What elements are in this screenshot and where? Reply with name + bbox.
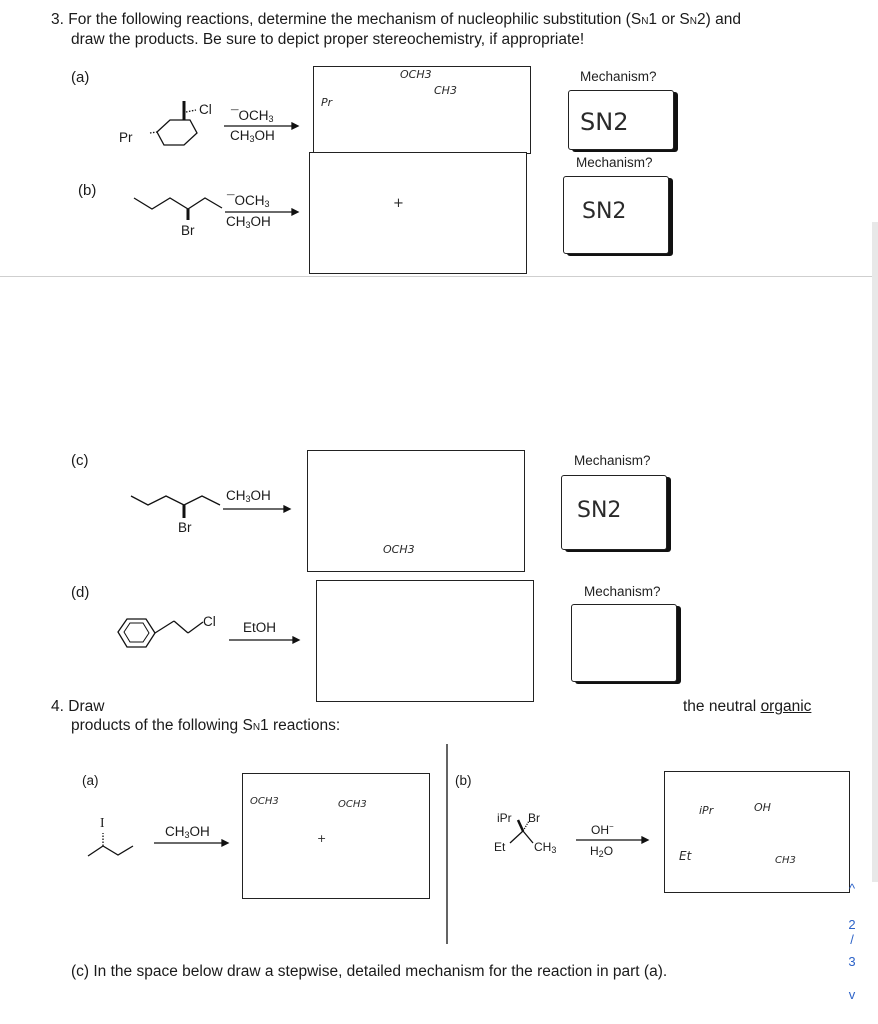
page-down-chevron-icon[interactable]: v: [848, 987, 856, 1002]
page-total: 3: [848, 954, 856, 969]
q4b-hand-ch3: CH3: [775, 855, 796, 866]
q4b-reagent-top: OH−: [591, 822, 614, 837]
q3-number: 3.: [51, 11, 64, 28]
d-mechanism-box[interactable]: [571, 604, 677, 682]
q3-text-line1: For the following reactions, determine the mechanism of nucleophilic substitution (S: [68, 11, 642, 28]
q4-line1: 4. Draw: [51, 698, 105, 715]
q4a-hand-och3-1: OCH3: [250, 796, 279, 807]
part-a-label: (a): [71, 69, 90, 86]
section-divider: [0, 276, 878, 277]
q4-line2: products of the following SN1 reactions:: [71, 717, 341, 734]
d-mechanism-label: Mechanism?: [584, 584, 661, 599]
q4b-ipr: iPr: [497, 811, 512, 825]
q4-organic-link[interactable]: organic: [760, 698, 812, 715]
d-answer-box[interactable]: [316, 580, 534, 702]
c-mechanism-answer: SN2: [577, 498, 622, 523]
q4a-substrate-i: I: [100, 815, 105, 830]
q4b-hand-oh: OH: [754, 801, 771, 814]
b-answer-box[interactable]: [309, 152, 527, 274]
q4b-reagent-bottom: $H_2O$: [590, 844, 614, 859]
q3-prompt: 3. For the following reactions, determine the mechanism of nucleophilic substitution (SN1 or SN2) and: [51, 11, 741, 28]
b-reagent-bottom: $CH_3OH$: [226, 214, 271, 230]
page-current: 2: [848, 917, 856, 932]
c-mechanism-label: Mechanism?: [574, 453, 651, 468]
a-hand-ch3: CH3: [434, 84, 457, 97]
c-answer-box[interactable]: [307, 450, 525, 572]
c-reagent: $CH_3OH$: [226, 488, 271, 504]
scrollbar-track[interactable]: [872, 222, 878, 882]
c-substrate-br: Br: [178, 520, 192, 535]
b-hand-plus: +: [393, 196, 404, 211]
part-d-label: (d): [71, 584, 90, 601]
q4a-hand-plus: +: [317, 832, 327, 845]
q4a-hand-och3-2: OCH3: [338, 799, 367, 810]
d-reagent: EtOH: [243, 620, 277, 635]
b-mechanism-label: Mechanism?: [576, 155, 653, 170]
q4a-reagent: $CH_3OH$: [165, 824, 210, 840]
b-reagent-top: $¯OCH_3$: [227, 193, 270, 209]
b-substrate-br: Br: [181, 223, 195, 238]
q4b-answer-box[interactable]: [664, 771, 850, 893]
a-mechanism-label: Mechanism?: [580, 69, 657, 84]
a-mechanism-answer: SN2: [580, 108, 629, 136]
a-reagent-bottom: $CH_3OH$: [230, 128, 275, 144]
part-c-label: (c): [71, 452, 89, 469]
a-hand-pr: Pr: [321, 96, 333, 109]
q4b-et: Et: [494, 840, 506, 854]
q4a-answer-box[interactable]: [242, 773, 430, 899]
page-separator: /: [850, 932, 854, 947]
b-mechanism-answer: SN2: [582, 199, 627, 224]
q4-line1-right: the neutral organic: [683, 698, 812, 715]
page-up-chevron-icon[interactable]: ^: [848, 881, 856, 896]
c-hand-och3: OCH3: [383, 543, 415, 556]
a-substrate-cl: Cl: [199, 102, 212, 117]
a-substrate-pr: Pr: [119, 130, 133, 145]
q4c-text: (c) In the space below draw a stepwise, detailed mechanism for the reaction in part (a).: [71, 963, 668, 980]
q4b-br: Br: [528, 811, 540, 825]
q4b-ch3: $CH_3$: [534, 840, 557, 855]
a-reagent-top: $¯OCH_3$: [231, 108, 274, 124]
q4a-label: (a): [82, 773, 99, 788]
q4b-label: (b): [455, 773, 472, 788]
d-substrate-cl: Cl: [203, 614, 216, 629]
q3-text-line2: draw the products. Be sure to depict proper stereochemistry, if appropriate!: [71, 31, 585, 48]
part-b-label: (b): [78, 182, 97, 199]
a-hand-och3: OCH3: [400, 68, 432, 81]
q4b-hand-ipr: iPr: [699, 804, 714, 817]
q4b-hand-et: Et: [679, 849, 692, 863]
